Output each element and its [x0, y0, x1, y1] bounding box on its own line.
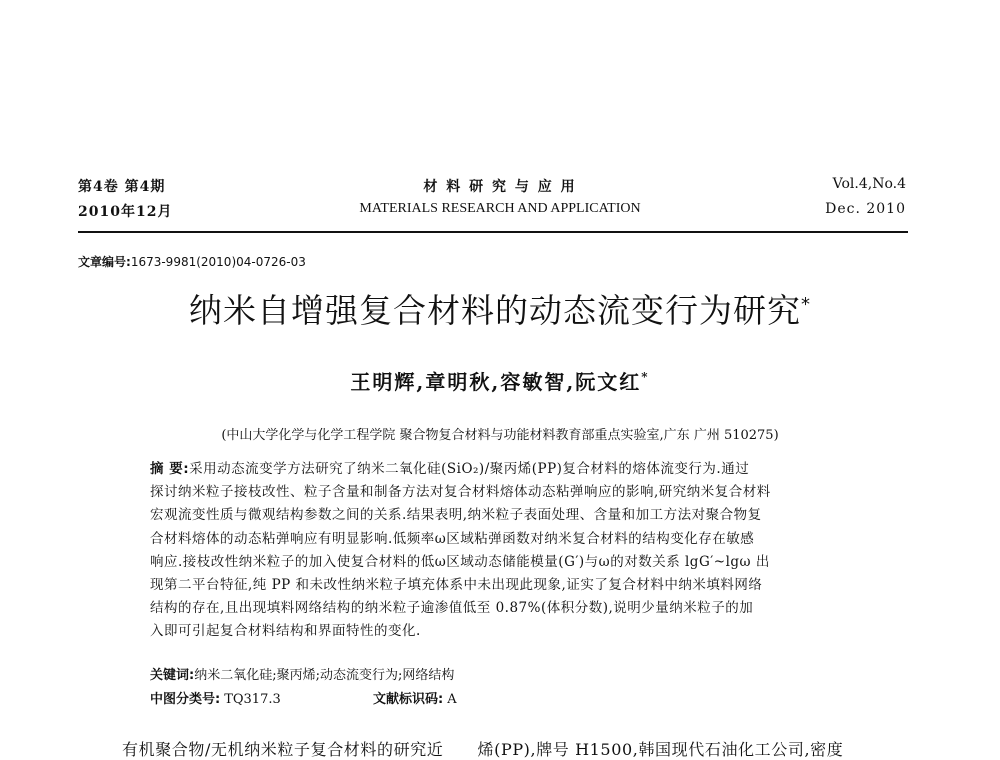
abstract-label: 摘 要:	[150, 461, 190, 477]
abstract	[150, 458, 842, 644]
abstract-line: 入即可引起复合材料结构和界面特性的变化.	[150, 623, 421, 640]
document-code-label: 文献标识码:	[373, 692, 444, 707]
document-code-value: A	[447, 692, 457, 707]
clc-value: TQ317.3	[224, 692, 281, 707]
journal-name-cn: 材 料 研 究 与 应 用	[423, 179, 577, 195]
clc-label: 中图分类号:	[150, 692, 221, 707]
abstract-line: 宏观流变性质与微观结构参数之间的关系.结果表明,纳米粒子表面处理、含量和加工方法对聚合物复	[150, 507, 762, 524]
keywords	[150, 664, 454, 683]
authors-text: 王明辉,章明秋,容敏智,阮文红	[350, 370, 642, 394]
paper-authors	[0, 366, 1000, 395]
journal-volume-issue-en: Vol.4,No.4	[832, 176, 906, 192]
abstract-line	[150, 458, 842, 481]
journal-date: 2010年12月	[78, 204, 173, 220]
title-footnote-mark: *	[801, 294, 811, 315]
abstract-line: 合材料熔体的动态粘弹响应有明显影响.低频率ω区域粘弹函数对纳米复合材料的结构变化存在敏感	[150, 530, 755, 547]
journal-volume-issue: 第4卷 第4期	[78, 179, 166, 195]
abstract-line: 现第二平台特征,纯 PP 和未改性纳米粒子填充体系中未出现此现象,证实了复合材料中纳米填料网络	[150, 577, 763, 594]
clc-number	[150, 688, 281, 707]
abstract-line: 结构的存在,且出现填料网络结构的纳米粒子逾渗值低至 0.87%(体积分数),说明少量纳米粒子的加	[150, 600, 754, 617]
document-code	[373, 688, 457, 707]
abstract-line: 探讨纳米粒子接枝改性、粒子含量和制备方法对复合材料熔体动态粘弹响应的影响,研究纳米复合材料	[150, 484, 771, 501]
keywords-value: 纳米二氧化硅;聚丙烯;动态流变行为;网络结构	[194, 668, 455, 683]
keywords-label: 关键词:	[150, 668, 195, 683]
journal-date-en: Dec. 2010	[825, 201, 906, 217]
paper-title-text: 纳米自增强复合材料的动态流变行为研究	[189, 291, 801, 330]
header-rule	[78, 231, 908, 233]
article-number-value: 1673-9981(2010)04-0726-03	[130, 255, 306, 269]
abstract-line: 响应.接枝改性纳米粒子的加入使复合材料的低ω区域动态储能模量(G′)与ω的对数关系 lgG′~lgω 出	[150, 553, 770, 570]
article-number	[78, 253, 306, 270]
authors-footnote-mark: *	[641, 370, 650, 384]
article-number-label: 文章编号:	[78, 255, 131, 269]
affiliation: (中山大学化学与化学工程学院 聚合物复合材料与功能材料教育部重点实验室,广东 广州 510275)	[221, 428, 779, 443]
journal-name-en: MATERIALS RESEARCH AND APPLICATION	[359, 201, 641, 216]
abstract-text: 采用动态流变学方法研究了纳米二氧化硅(SiO₂)/聚丙烯(PP)复合材料的熔体流变行为.通过	[189, 461, 750, 477]
paper-title	[0, 285, 1000, 332]
body-text-line: 有机聚合物/无机纳米粒子复合材料的研究近 烯(PP),牌号 H1500,韩国现代石油化工公司,密度	[122, 740, 844, 759]
